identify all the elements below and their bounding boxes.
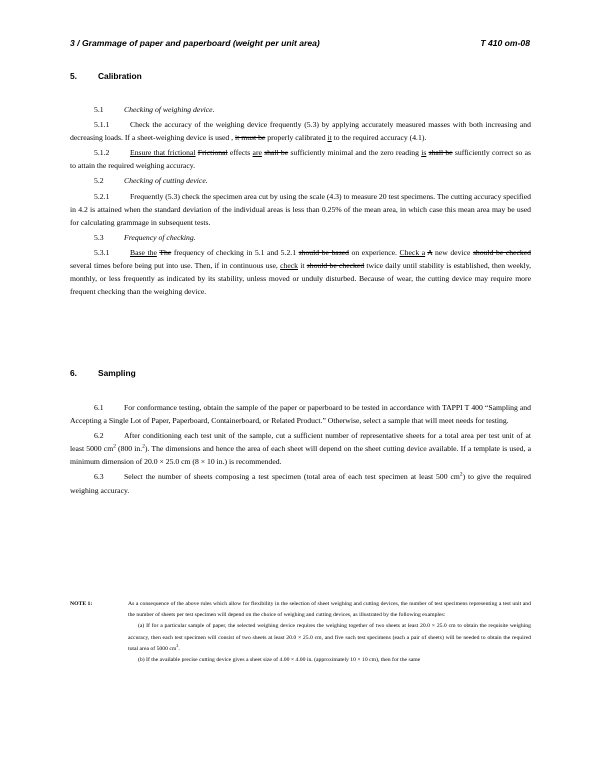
text-run: Select the number of sheets composing a test specimen (total area of each test specimen at least 500 cm (124, 472, 460, 482)
inserted-text: are (252, 148, 262, 158)
superscript: 2 (142, 443, 145, 450)
text-run: frequency of checking in 5.1 and 5.2.1 (171, 247, 299, 257)
inserted-text: it (327, 133, 332, 143)
paragraph-6-3 (70, 470, 531, 496)
para-number: 6.3 (94, 472, 104, 482)
para-number: 6.2 (94, 431, 104, 441)
para-number: 5.1.1 (94, 120, 110, 130)
running-header (70, 38, 530, 52)
text-run: sufficiently correct so as to attain the required weighing accuracy. (70, 148, 532, 171)
text-run: several times before being put into use. Then, if in continuous use, (70, 261, 281, 271)
text-run: new device (432, 247, 473, 257)
text-run: on experience. (348, 247, 400, 257)
inserted-text: check (280, 261, 298, 271)
paragraph-5-1-2 (70, 146, 531, 172)
section-heading-sampling (70, 368, 136, 378)
para-number: 5.1.2 (94, 148, 110, 158)
text-run: ) to give the required weighing accuracy. (70, 472, 531, 495)
inserted-text: Base the (130, 247, 157, 257)
subsection-title: Frequency of checking. (124, 232, 196, 242)
para-number: 5.2.1 (94, 191, 110, 201)
section-number: 5. (70, 71, 77, 81)
subsection-title: Checking of weighing device. (124, 105, 215, 114)
deleted-text: shall be (428, 148, 453, 158)
sampling-body (70, 401, 531, 497)
text-run: After conditioning each test unit of the sample, cut a sufficient number of representative sheets for a total area per test unit of at least 5000 cm (70, 431, 531, 454)
paragraph-5-1 (70, 103, 531, 116)
para-number: 5.2 (94, 176, 104, 186)
superscript: 2 (459, 471, 463, 478)
note-item-b: (b) If the available precise cutting device gives a sheet size of 4.00 × 4.00 in. (approximately 10 × 10 cm), then for the same (138, 657, 421, 664)
text-run: properly calibrated (265, 133, 328, 143)
inserted-text: is (421, 148, 427, 158)
text-run: For conformance testing, obtain the sample of the paper or paperboard to be tested in accordance with TAPPI T 400 “Sampling and Accepting a Single Lot of Paper, Paperboard, Containerboard, or Related Product.” Otherwise, select a sample that will meet needs for testing. (70, 403, 531, 426)
superscript: 2 (176, 642, 179, 648)
text-run: it (298, 261, 307, 271)
deleted-text: it must be (235, 133, 266, 143)
calibration-body (70, 103, 531, 298)
section-heading-calibration (70, 71, 142, 81)
text-run: Check the accuracy of the weighing device frequently (5.3) by applying accurately measured masses with both increasing and decreasing loads. If a sheet-weighing device is used , (70, 120, 531, 143)
deleted-text: should be checked (306, 261, 365, 271)
superscript: 2 (113, 443, 116, 450)
para-number: 5.3 (94, 232, 104, 242)
deleted-text: The (159, 247, 172, 257)
inserted-text: Check a (399, 247, 426, 257)
paragraph-6-2 (70, 429, 531, 468)
text-run: ). The dimensions and hence the area of each sheet will depend on the sheet cutting device available. If a template is used, a minimum dimension of 20.0 × 25.0 cm (8 × 10 in.) is recommended. (70, 444, 532, 467)
header-title: 3 / Grammage of paper and paperboard (weight per unit area) (70, 38, 320, 48)
deleted-text: should be based (298, 247, 349, 257)
text-run: to the required accuracy (4.1). (331, 133, 427, 143)
deleted-text: Frictional (197, 148, 228, 158)
paragraph-5-2-1 (70, 190, 531, 229)
note-text: As a consequence of the above rules which allow for flexibility in the selection of sheet weighing and cutting devices, the number of test specimens representing a test unit and the number of sheets per test specimen will depend on the choice of weighing and cutting devices, as illustrated by the following examples: (128, 601, 531, 619)
section-title: Sampling (98, 368, 136, 378)
text-run: effects (227, 148, 253, 158)
note-1 (70, 599, 531, 666)
note-label: NOTE 1: (70, 601, 93, 607)
inserted-text: Ensure that frictional (130, 148, 196, 158)
subsection-title: Checking of cutting device. (124, 176, 208, 186)
para-number: 5.1 (94, 105, 104, 114)
paragraph-5-2 (70, 174, 531, 187)
section-title: Calibration (98, 71, 142, 81)
deleted-text: shall be (264, 148, 289, 158)
paragraph-5-1-1 (70, 118, 531, 144)
text-run: twice daily until stability is established, then weekly, monthly, or less frequently as indicated by its stability, unless moved or unduly disturbed. Because of wear, the cutting device may require more frequent checking than the weighing device. (70, 261, 531, 297)
text-run: (800 in. (115, 444, 143, 454)
header-standard-number: T 410 om-08 (480, 38, 530, 48)
para-number: 6.1 (94, 403, 104, 412)
text-run: sufficiently minimal and the zero reading (288, 148, 422, 158)
text-run: Frequently (5.3) check the specimen area cut by using the scale (4.3) to measure 20 test specimens. The cutting accuracy specified in 4.2 is attained when the standard deviation of the individual areas is less than 0.25% of the mean area, in which case this mean area may be used for calculating grammage in subsequent tests. (70, 191, 531, 227)
deleted-text: should be checked (472, 247, 531, 257)
note-item-a (128, 621, 531, 655)
paragraph-5-3 (70, 231, 531, 244)
paragraph-5-3-1 (70, 246, 531, 298)
text-run: (a) If for a particular sample of paper, the selected weighing device requires the weighing together of two sheets at least 20.0 × 25.0 cm to obtain the requisite weighing accuracy, then each test specimen will consist of two sheets at least 20.0 × 25.0 cm, and five such test specimens (each a pair of sheets) will be needed to obtain the required total area of 5000 cm (128, 623, 531, 652)
para-number: 5.3.1 (94, 247, 110, 257)
paragraph-6-1 (70, 401, 531, 427)
text-run: . (178, 645, 180, 652)
deleted-text: A (427, 247, 433, 257)
section-number: 6. (70, 368, 77, 378)
